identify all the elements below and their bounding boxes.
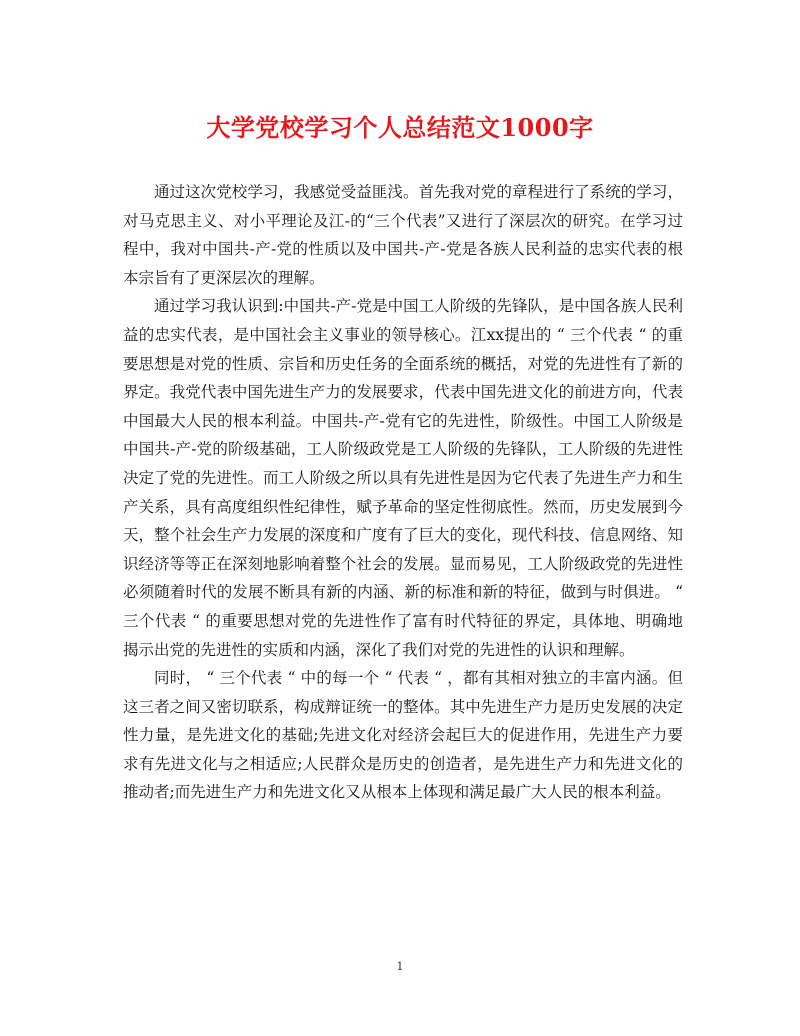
- paragraph-3: 同时， “ 三个代表 “ 中的每一个 “ 代表 “ ，都有其相对独立的丰富内涵。但这三者之间又密切联系，构成辩证统一的整体。其中先进生产力是历史发展的决定性力量，是先进文化的基础;先进文化对经济会起巨大的促进作用，先进生产力要求有先进文化与之相适应;人民群众是历史的创造者，是先进生产力和先进文化的推动者;而先进生产力和先进文化又从根本上体现和满足最广大人民的根本利益。: [123, 669, 683, 802]
- page-number: 1: [396, 960, 404, 973]
- paragraph-2: 通过学习我认识到:中国共-产-党是中国工人阶级的先锋队，是中国各族人民利益的忠实代表，是中国社会主义事业的领导核心。江xx提出的 “ 三个代表 “ 的重要思想是对党的性质、宗旨和历史任务的全面系统的概括，对党的先进性有了新的界定。我党代表中国先进生产力的发展要求，代表中国先进文化的前进方向，代表中国最大人民的根本利益。中国共-产-党有它的先进性，阶级性。中国工人阶级是中国共-产-党的阶级基础，工人阶级政党是工人阶级的先锋队，工人阶级的先进性决定了党的先进性。而工人阶级之所以具有先进性是因为它代表了先进生产力和生产关系，具有高度组织性纪律性，赋予革命的坚定性彻底性。然而，历史发展到今天，整个社会生产力发展的深度和广度有了巨大的变化，现代科技、信息网络、知识经济等等正在深刻地影响着整个社会的发展。显而易见，工人阶级政党的先进性必须随着时代的发展不断具有新的内涵、新的标准和新的特征，做到与时俱进。 “ 三个代表 “ 的重要思想对党的先进性作了富有时代特征的界定，具体地、明确地揭示出党的先进性的实质和内涵，深化了我们对党的先进性的认识和理解。: [123, 297, 683, 659]
- document-title: 大学党校学习个人总结范文1000字: [206, 113, 594, 142]
- paragraph-1: 通过这次党校学习，我感觉受益匪浅。首先我对党的章程进行了系统的学习，对马克思主义、对小平理论及江-的“三个代表”又进行了深层次的研究。在学习过程中，我对中国共-产-党的性质以及中国共-产-党是各族人民利益的忠实代表的根本宗旨有了更深层次的理解。: [123, 183, 683, 287]
- document-body: [123, 178, 683, 807]
